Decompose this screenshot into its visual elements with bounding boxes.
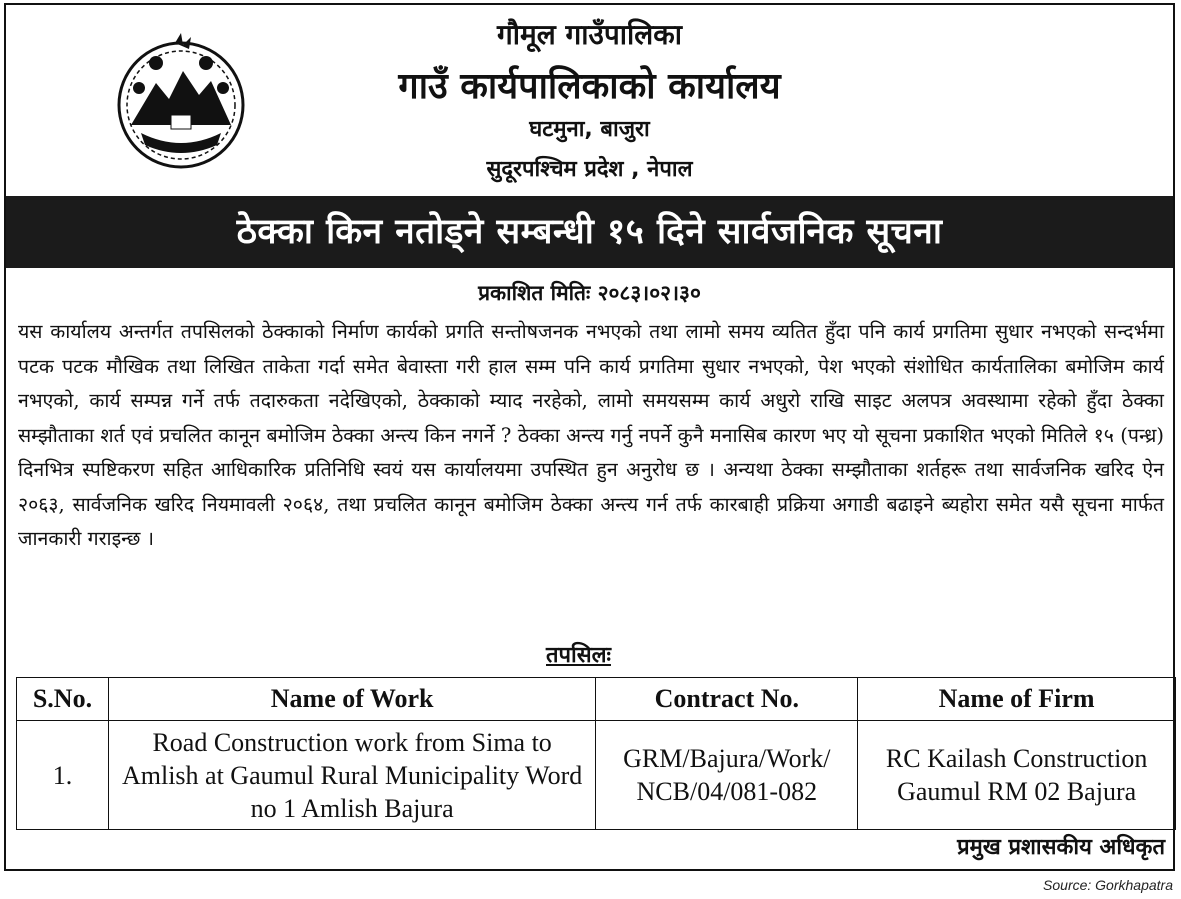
notice-title-banner: ठेक्का किन नतोड्ने सम्बन्धी १५ दिने सार्वजनिक सूचना	[6, 196, 1173, 268]
notice-header	[6, 5, 1173, 195]
col-header-work: Name of Work	[108, 678, 595, 721]
notice-frame	[4, 3, 1175, 871]
cell-sno: 1.	[17, 721, 109, 830]
office-name: गाउँ कार्यपालिकाको कार्यालय	[398, 66, 781, 107]
col-header-firm: Name of Firm	[858, 678, 1176, 721]
cell-work: Road Construction work from Sima to Amlish at Gaumul Rural Municipality Word no 1 Amlish Bajura	[108, 721, 595, 830]
table-header-row	[17, 678, 1176, 721]
source-credit: Source: Gorkhapatra	[1043, 877, 1173, 893]
published-date: प्रकाशित मितिः २०८३।०२।३०	[478, 281, 701, 305]
contract-table	[16, 677, 1176, 830]
schedule-label: तपसिलः	[546, 643, 611, 668]
address-line-1: घटमुना, बाजुरा	[529, 117, 650, 142]
notice-body: यस कार्यालय अन्तर्गत तपसिलको ठेक्काको निर्माण कार्यको प्रगति सन्तोषजनक नभएको तथा लामो समय व्यतित हुँदा पनि कार्य प्रगतिमा सुधार नभएको सन्दर्भमा पटक पटक मौखिक तथा लिखित ताकेता गर्दा समेत बेवास्ता गरी हाल सम्म पनि कार्य प्रगतिमा सुधार नभएको, पेश भएको संशोधित कार्यतालिका बमोजिम कार्य नभएको, कार्य सम्पन्न गर्ने तर्फ तदारुकता नदेखिएको, ठेक्काको म्याद नरहेको, लामो समयसम्म कार्य अधुरो राखि साइट अलपत्र अवस्थामा रहेको हुँदा ठेक्का सम्झौताका शर्त एवं प्रचलित कानून बमोजिम ठेक्का अन्त्य किन नगर्ने ? ठेक्का अन्त्य गर्नु नपर्ने कुनै मनासिब कारण भए यो सूचना प्रकाशित भएको मितिले १५ (पन्ध्र) दिनभित्र स्पष्टिकरण सहित आधिकारिक प्रतिनिधि स्वयं यस कार्यालयमा उपस्थित हुन अनुरोध छ । अन्यथा ठेक्का सम्झौताका शर्तहरू तथा सार्वजनिक खरिद ऐन २०६३, सार्वजनिक खरिद नियमावली २०६४, तथा प्रचलित कानून बमोजिम ठेक्का अन्त्य गर्न तर्फ कारबाही प्रक्रिया अगाडी बढाइने ब्यहोरा समेत यसै सूचना मार्फत जानकारी गराइन्छ ।	[18, 320, 1164, 550]
col-header-contract: Contract No.	[596, 678, 858, 721]
cell-contract: GRM/Bajura/Work/ NCB/04/081-082	[596, 721, 858, 830]
table-row	[17, 721, 1176, 830]
address-line-2: सुदूरपश्चिम प्रदेश , नेपाल	[486, 157, 693, 182]
signatory-title: प्रमुख प्रशासकीय अधिकृत	[957, 835, 1165, 860]
org-name: गौमूल गाउँपालिका	[496, 18, 682, 51]
col-header-sno: S.No.	[17, 678, 109, 721]
cell-firm: RC Kailash Construction Gaumul RM 02 Bajura	[858, 721, 1176, 830]
